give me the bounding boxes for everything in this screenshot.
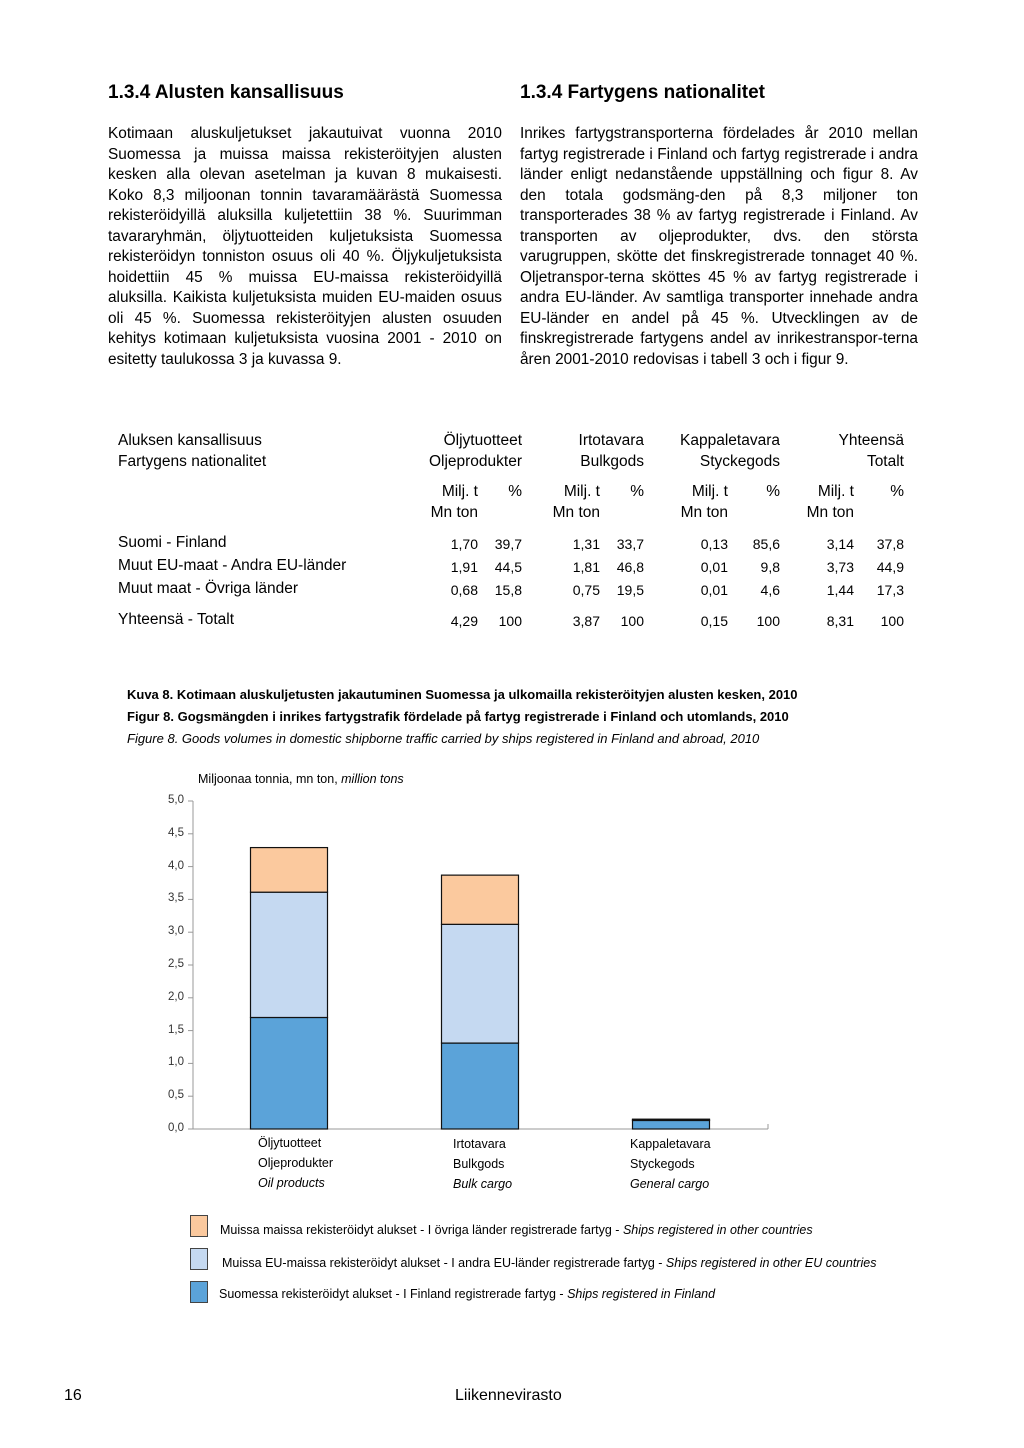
group-header: Bulkgods (580, 453, 644, 470)
y-tick-label: 1,0 (168, 1056, 184, 1069)
paragraph-sv: Inrikes fartygstransporterna fördelades år 2010 mellan fartyg registrerade i Finland och fartyg registrerade i andra länder enligt nedanstående uppställning och figur 8. Av den totala godsmäng-den på 8,3 miljoner ton transporterades 38 % av fartyg registrerade i Finland. Av transporten av oljeprodukter, dvs. den största varugruppen, skötte det finskregistrerade tonnaget 40 %. Oljetranspor-terna sköttes 45 % av fartyg registrerade i andra EU-länder. Av samtliga transporter innehade andra EU-länder en andel på 45 %. Utvecklingen av de finskregistrerade fartygens andel av inrikestranspor-terna åren 2001-2010 redovisas i tabell 3 och i figur 9. (520, 125, 918, 368)
legend-text: Suomessa rekisteröidyt alukset - I Finland registrerade fartyg - (219, 1287, 568, 1301)
category-label-general (630, 1134, 711, 1194)
legend-item-other-eu (222, 1256, 876, 1270)
table-cell: 0,68 (450, 582, 478, 598)
table-cell: 1,31 (572, 536, 600, 552)
category-sv: Styckegods (630, 1157, 695, 1171)
legend-item-other-countries (220, 1223, 813, 1237)
table-cell: 100 (880, 613, 904, 629)
unit-label: Milj. t (691, 483, 728, 500)
table-cell: 3,14 (826, 536, 854, 552)
legend-text-en: Ships registered in Finland (567, 1287, 716, 1301)
bar-segment-other-countries (251, 848, 328, 893)
legend-swatch-other-eu (190, 1248, 208, 1270)
section-heading-fi: 1.3.4 Alusten kansallisuus (108, 82, 344, 103)
row-label: Yhteensä - Totalt (118, 611, 235, 628)
table-cell: 0,15 (700, 613, 728, 629)
unit-label: Mn ton (806, 504, 854, 521)
table-cell: 1,70 (450, 536, 478, 552)
bar-segment-other-eu (251, 892, 328, 1017)
legend-text-en: Ships registered in other countries (622, 1223, 813, 1237)
table-cell: 100 (620, 613, 644, 629)
y-tick-label: 4,5 (168, 826, 184, 839)
y-tick-label: 0,5 (168, 1089, 184, 1102)
table-cell: 4,29 (450, 613, 478, 629)
table-cell: 1,91 (450, 559, 478, 575)
table-cell: 0,13 (700, 536, 728, 552)
table-cell: 9,8 (760, 559, 780, 575)
group-header: Öljytuotteet (443, 432, 522, 449)
unit-label: Mn ton (552, 504, 600, 521)
table-cell: 100 (498, 613, 522, 629)
y-tick-label: 1,5 (168, 1023, 184, 1036)
table-cell: 46,8 (616, 559, 644, 575)
unit-label: Mn ton (680, 504, 728, 521)
table-cell: 19,5 (616, 582, 644, 598)
y-tick-label: 4,0 (168, 859, 184, 872)
legend-swatch-finland (190, 1281, 208, 1303)
table-cell: 44,5 (494, 559, 522, 575)
page-number: 16 (64, 1387, 82, 1404)
category-sv: Bulkgods (453, 1157, 505, 1171)
table-cell: 44,9 (876, 559, 904, 575)
group-header: Yhteensä (838, 432, 904, 449)
unit-label: Milj. t (563, 483, 600, 500)
caption-en-text: Figure 8. Goods volumes in domestic shipborne traffic carried by ships registered in Finland and abroad, 2010 (127, 731, 760, 746)
bar-segment-finland (251, 1017, 328, 1129)
caption-fi-label: Kuva 8. (127, 687, 174, 702)
caption-sv-text: Gogsmängden i inrikes fartygstrafik fördelade på fartyg registrerade i Finland och utomlands, 2010 (177, 709, 789, 724)
unit-label: Milj. t (817, 483, 854, 500)
publisher-name: Liikennevirasto (455, 1387, 562, 1404)
row-header-sv: Fartygens nationalitet (118, 453, 267, 470)
row-label: Muut maat - Övriga länder (118, 580, 299, 597)
bar-segment-finland (442, 1043, 519, 1129)
table-cell: 100 (756, 613, 780, 629)
legend-text-en: Ships registered in other EU countries (665, 1256, 877, 1270)
legend-item-finland (219, 1287, 715, 1301)
table-cell: 0,01 (700, 582, 728, 598)
y-tick-label: 2,0 (168, 990, 184, 1003)
pct-label: % (630, 483, 644, 500)
table-cell: 3,73 (826, 559, 854, 575)
y-tick-label: 5,0 (168, 794, 184, 806)
unit-label: Milj. t (441, 483, 478, 500)
table-cell: 85,6 (752, 536, 780, 552)
table-cell: 39,7 (494, 536, 522, 552)
caption-fi-text: Kotimaan aluskuljetusten jakautuminen Suomessa ja ulkomailla rekisteröityjen alusten kesken, 2010 (176, 687, 798, 702)
table-cell: 37,8 (876, 536, 904, 552)
category-label-oil (258, 1133, 333, 1193)
category-fi: Irtotavara (453, 1137, 506, 1151)
table-cell: 4,6 (760, 582, 780, 598)
legend-swatch-other-countries (190, 1215, 208, 1237)
category-fi: Öljytuotteet (258, 1136, 322, 1150)
group-header: Kappaletavara (680, 432, 780, 449)
table-cell: 33,7 (616, 536, 644, 552)
table-cell: 15,8 (494, 582, 522, 598)
bar-segment-other-countries (633, 1119, 710, 1120)
category-en: Bulk cargo (453, 1177, 513, 1191)
table-cell: 3,87 (572, 613, 600, 629)
category-en: Oil products (258, 1176, 325, 1190)
table-cell: 1,44 (826, 582, 854, 598)
pct-label: % (508, 483, 522, 500)
section-heading-sv: 1.3.4 Fartygens nationalitet (520, 82, 765, 103)
row-label: Suomi - Finland (118, 534, 227, 551)
group-header: Totalt (866, 453, 904, 470)
group-header: Styckegods (699, 453, 780, 470)
group-header: Oljeprodukter (428, 453, 522, 470)
row-header-fi: Aluksen kansallisuus (118, 432, 262, 449)
unit-label: Mn ton (430, 504, 478, 521)
bar-segment-other-eu (442, 924, 519, 1043)
paragraph-fi: Kotimaan aluskuljetukset jakautuivat vuonna 2010 Suomessa ja muissa maissa rekisteröityjen alusten kesken alla olevan asetelman ja kuvan 8 mukaisesti. Koko 8,3 miljoonan tonnin tavaramäärästä Suomessa rekisteröidyillä aluksilla kuljetettiin 38 %. Suurimman tavararyhmän, öljytuotteiden kuljetuksista Suomessa rekisteröidyn tonniston osuus oli 40 %. Öljykuljetuksista hoidettiin 45 % muissa EU-maissa rekisteröidyillä aluksilla. Kaikista kuljetuksista muiden EU-maiden osuus oli 45 %. Suomessa rekisteröityjen alusten osuuden kehitys kotimaan kuljetuksista vuosina 2001 - 2010 on esitetty taulukossa 3 ja kuvassa 9. (108, 125, 502, 368)
row-label: Muut EU-maat - Andra EU-länder (118, 557, 347, 574)
category-label-bulk (453, 1134, 512, 1194)
bar-segment-other-countries (442, 875, 519, 924)
group-header: Irtotavara (578, 432, 644, 449)
bar-segment-finland (633, 1120, 710, 1129)
legend-text: Muissa maissa rekisteröidyt alukset - I övriga länder registrerade fartyg - (220, 1223, 623, 1237)
y-tick-label: 3,0 (168, 925, 184, 938)
pct-label: % (890, 483, 904, 500)
pct-label: % (766, 483, 780, 500)
category-en: General cargo (630, 1177, 710, 1191)
legend-text: Muissa EU-maissa rekisteröidyt alukset - I andra EU-länder registrerade fartyg - (222, 1256, 666, 1270)
table-cell: 8,31 (826, 613, 854, 629)
table-cell: 0,75 (572, 582, 600, 598)
table-cell: 0,01 (700, 559, 728, 575)
y-tick-label: 0,0 (168, 1122, 184, 1134)
y-tick-label: 2,5 (168, 958, 184, 970)
table-cell: 17,3 (876, 582, 904, 598)
table-cell: 1,81 (572, 559, 600, 575)
unit-label-plain: Miljoonaa tonnia, mn ton, (198, 772, 342, 786)
category-fi: Kappaletavara (630, 1137, 711, 1151)
caption-sv-label: Figur 8. (127, 709, 174, 724)
unit-label-italic: million tons (341, 772, 404, 786)
y-tick-label: 3,5 (168, 892, 184, 905)
category-sv: Oljeprodukter (258, 1156, 334, 1170)
